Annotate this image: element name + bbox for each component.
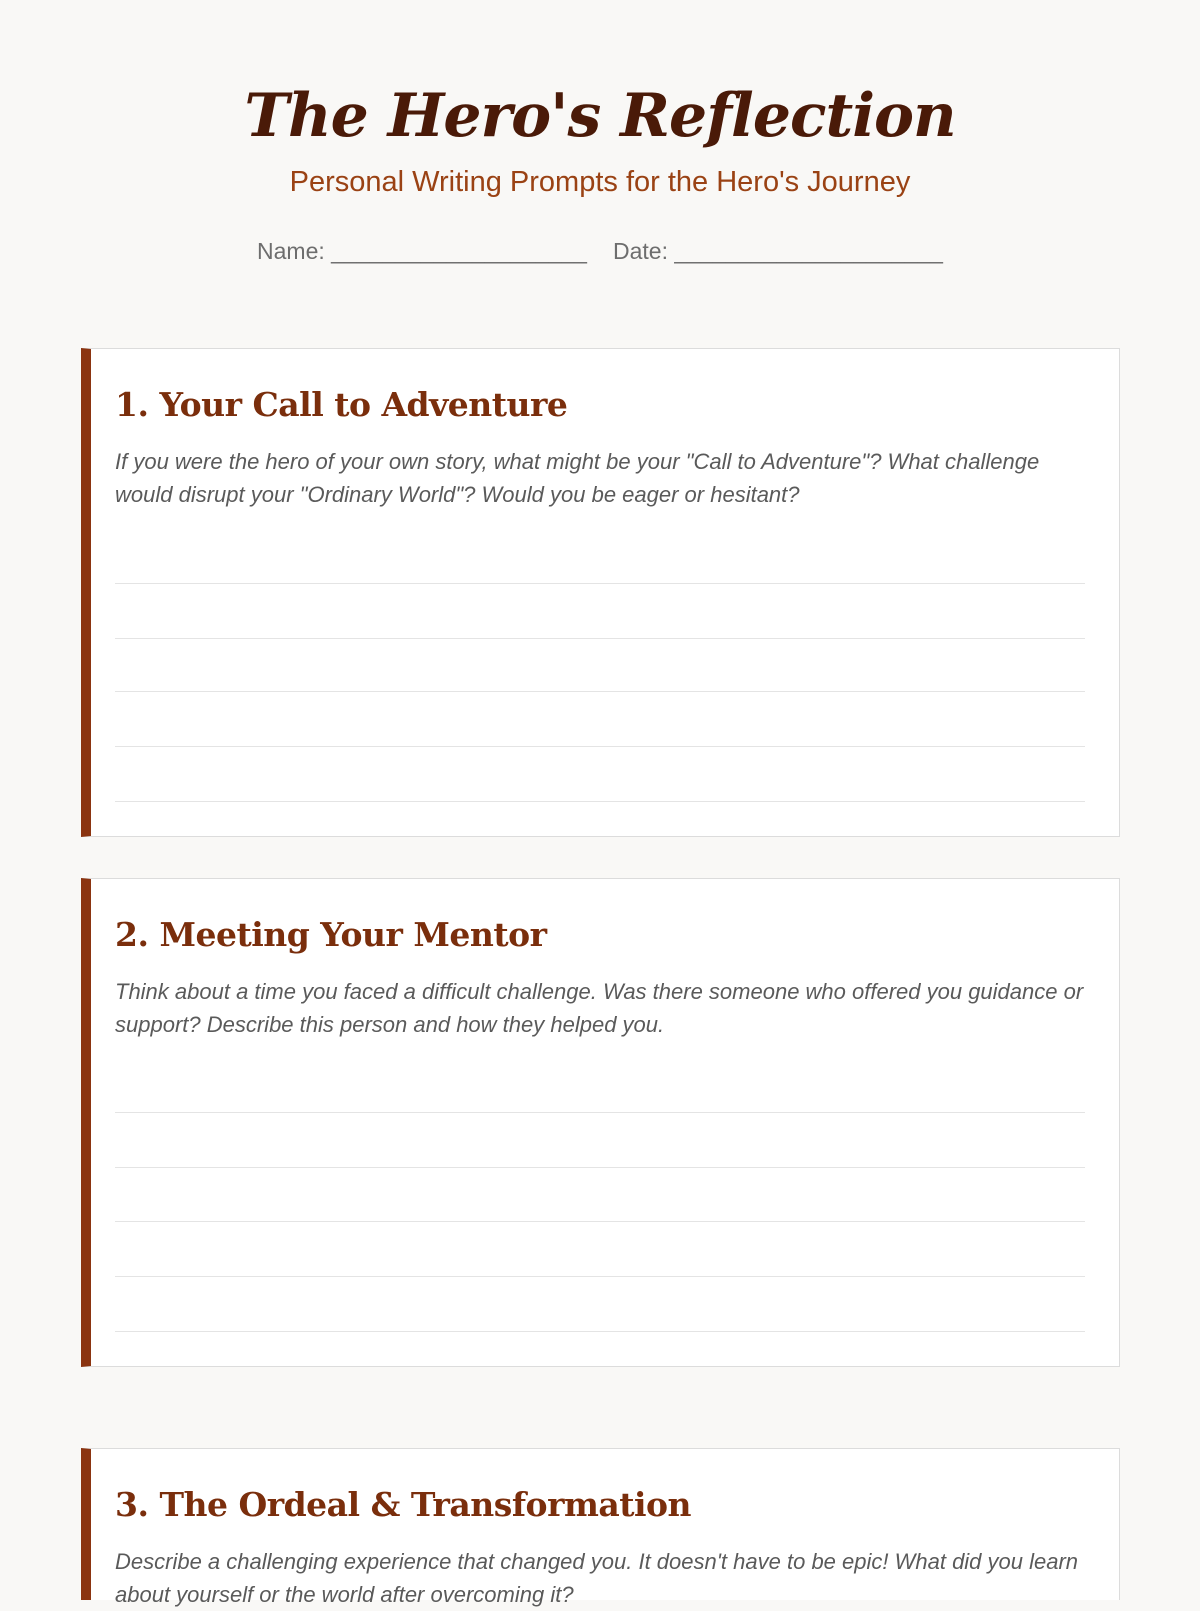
prompt-title: 1. Your Call to Adventure bbox=[115, 385, 568, 424]
prompt-title: 3. The Ordeal & Transformation bbox=[115, 1485, 692, 1524]
prompt-text: If you were the hero of your own story, what might be your "Call to Adventure"? What challenge would disrupt your "Ordinary World"? Would you be eager or hesitant? bbox=[115, 449, 1040, 507]
prompt-text: Describe a challenging experience that changed you. It doesn't have to be epic! What did you learn about yourself or the world after overcoming it? bbox=[115, 1549, 1079, 1607]
writing-line bbox=[115, 1276, 1085, 1277]
writing-line bbox=[115, 746, 1085, 747]
prompt-title: 2. Meeting Your Mentor bbox=[115, 915, 547, 954]
writing-line bbox=[115, 1221, 1085, 1222]
prompt-card-call-to-adventure bbox=[81, 348, 1120, 837]
page-title: The Hero's Reflection bbox=[244, 81, 956, 151]
date-field[interactable]: Date: _____________________ bbox=[612, 238, 943, 264]
name-field[interactable]: Name: ____________________ bbox=[257, 238, 587, 264]
prompt-card-meeting-mentor bbox=[81, 878, 1120, 1367]
writing-line bbox=[115, 1331, 1085, 1332]
writing-line bbox=[115, 1167, 1085, 1168]
page-subtitle: Personal Writing Prompts for the Hero's Journey bbox=[289, 166, 911, 198]
writing-line bbox=[115, 691, 1085, 692]
writing-line bbox=[115, 638, 1085, 639]
writing-line bbox=[115, 583, 1085, 584]
prompt-text: Think about a time you faced a difficult challenge. Was there someone who offered you guidance or support? Describe this person and how they helped you. bbox=[115, 979, 1084, 1037]
writing-line bbox=[115, 1112, 1085, 1113]
writing-line bbox=[115, 801, 1085, 802]
student-info-line bbox=[0, 236, 1200, 266]
prompt-card-ordeal-transformation bbox=[81, 1448, 1120, 1607]
